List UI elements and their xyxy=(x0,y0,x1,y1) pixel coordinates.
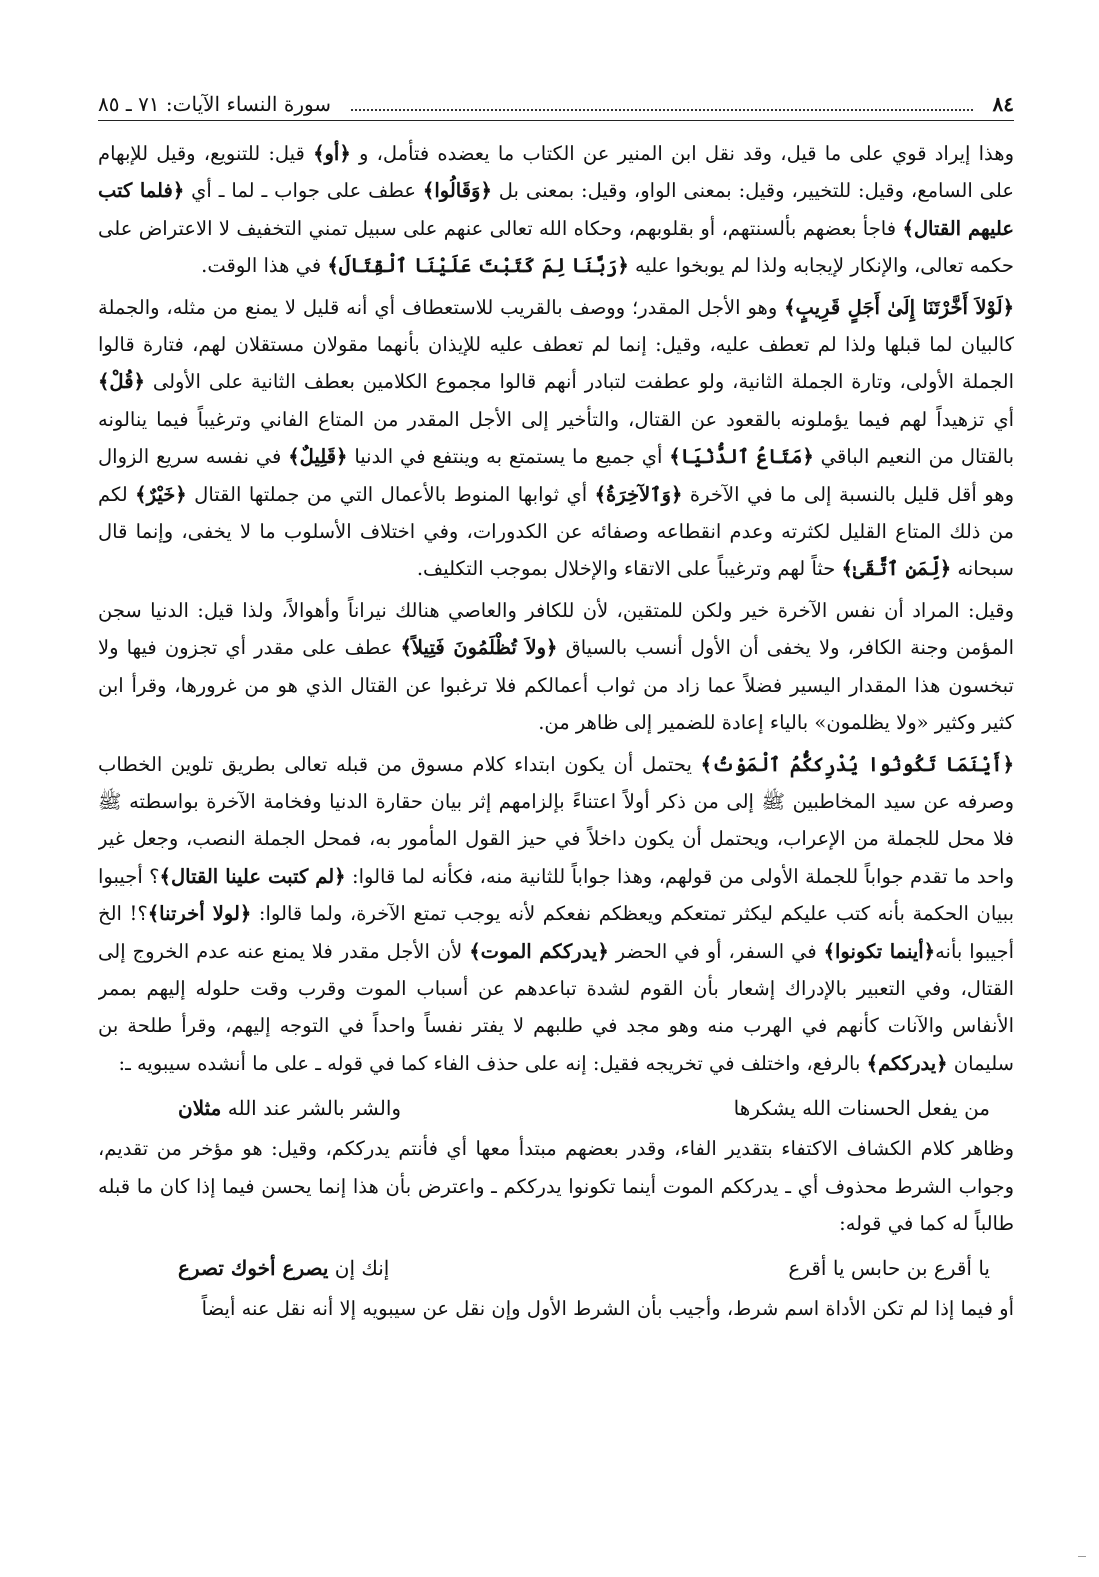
verse1-second-hemistich xyxy=(178,1088,401,1128)
quran-citation: ﴿خَيْرٌ﴾ xyxy=(135,482,187,506)
paragraph-4 xyxy=(98,746,1014,1083)
quran-citation: ﴿رَبَّنَا لِمَ كَتَبْتَ عَلَيْنَا ٱلْقِتَالَ﴾ xyxy=(327,254,629,278)
quran-citation: ﴿أو﴾ xyxy=(313,142,351,165)
page-number: ٨٤ xyxy=(992,92,1014,116)
para2-text-b: أي تزهيداً لهم فيما يؤملونه بالقعود عن القتال، والتأخير إلى الأجل المقدر من المتاع الفاني وترغيباً فيما ينالونه بالقتال من النعيم الباقي xyxy=(98,407,1014,469)
quran-citation: ﴿مَتَاعُ ٱلدُّنْيَا﴾ xyxy=(669,445,814,469)
quran-citation: ﴿فلما كتب عليهم القتال﴾ xyxy=(98,179,1014,240)
margin-mark xyxy=(1078,1556,1086,1557)
para1-text-e: في هذا الوقت. xyxy=(201,254,328,278)
para3-text-b: عطف على مقدر أي تجزون فيها ولا تبخسون هذا المقدار اليسير فضلاً عما زاد من ثواب أعمالكم فلا ترغبوا عن القتال الذي هو من غرورها، وقرأ ابن كثير وكثير «ولا يظلمون» بالياء إعادة للضمير إلى ظاهر من. xyxy=(98,636,1014,735)
paragraph-5: وظاهر كلام الكشاف الاكتفاء بتقدير الفاء، وقدر بعضهم مبتدأ معها أي فأنتم يدرككم، وقيل: هو مؤخر من تقديم، وجواب الشرط محذوف أي ـ يدرككم الموت أينما تكونوا يدرككم ـ واعترض بأن هذا إنما يحسن فيما إذا كان ما قبله طالباً له كما في قوله: xyxy=(98,1137,1014,1235)
running-header xyxy=(98,88,1014,121)
quran-citation: ﴿قُلْ﴾ xyxy=(98,370,145,394)
para4-text-c: ؟! الخ أجيبوا بأنه xyxy=(98,902,1014,963)
poetry-verse-2 xyxy=(98,1248,1014,1288)
para2-text-g: حثاً لهم وترغيباً على الاتقاء والإخلال بموجب التكليف. xyxy=(416,557,842,581)
verse1-second-plain: والشر بالشر عند الله xyxy=(221,1096,402,1121)
para4-text-f: بالرفع، واختلف في تخريجه فقيل: إنه على حذف الفاء كما في قوله ـ على ما أنشده سيبويه ـ: xyxy=(118,1051,867,1075)
verse2-second-hemistich xyxy=(178,1248,389,1288)
quran-citation: ﴿لِّمَنِ ٱتَّقَىٰ﴾ xyxy=(841,557,952,581)
running-title: سورة النساء الآيات: ٧١ ـ ٨٥ xyxy=(98,92,332,116)
quran-citation: ﴿ولاَ تُظْلَمُونَ فَتِيلاً﴾ xyxy=(400,636,558,660)
paragraph-1 xyxy=(98,135,1014,285)
verse2-second-bold: يصرع أخوك تصرع xyxy=(178,1256,329,1281)
para1-text-d: فاجأ بعضهم بألسنتهم، أو بقلوبهم، وحكاه الله تعالى عنهم على سبيل تمني التخفيف لا الاعتراض على حكمه تعالى، والإنكار لإيجابه ولذا لم يوبخوا عليه xyxy=(98,216,1014,278)
header-dotted-leader xyxy=(351,97,972,111)
verse2-second-plain: إنك إن xyxy=(328,1256,390,1281)
para2-text-c: أي جميع ما يستمتع به وينتفع في الدنيا xyxy=(347,445,670,469)
para1-text-c: عطف على جواب ـ لما ـ أي xyxy=(184,179,423,203)
para2-text-d: في نفسه سريع الزوال وهو أقل قليل بالنسبة إلى ما في الآخرة xyxy=(98,445,1014,506)
quran-citation: ﴿وَٱلآخِرَةُ﴾ xyxy=(594,482,683,506)
verse2-first-hemistich: يا أقرع بن حابس يا أقرع xyxy=(788,1256,990,1281)
para1-text-a: وهذا إيراد قوي على ما قيل، وقد نقل ابن المنير عن الكتاب ما يعضده فتأمل، و xyxy=(350,142,1014,165)
paragraph-6: أو فيما إذا لم تكن الأداة اسم شرط، وأجيب بأن الشرط الأول وإن نقل عن سيبويه إلا أنه نقل عنه أيضاً xyxy=(201,1297,1014,1321)
para1-text-b: قيل: للتنويع، وقيل للإبهام على السامع، وقيل: للتخيير، وقيل: بمعنى الواو، وقيل: بمعنى بل xyxy=(98,142,1014,203)
quran-citation: ﴿يدرككم الموت﴾ xyxy=(469,939,609,963)
para4-text-b: ؟ أجيبوا ببيان الحكمة بأنه كتب عليكم ليكثر تمتعكم ويعظكم نفعكم لأنه يوجب تمتع الآخرة، ولما قالوا: xyxy=(98,864,1014,926)
quran-citation: ﴿يدرككم﴾ xyxy=(866,1051,948,1075)
paragraph-3 xyxy=(98,592,1014,742)
quran-citation: ﴿أَيْنَمَا تَكُونُوا يُدْرِككُّمُ ٱلْمَوْتُ﴾ xyxy=(700,752,1014,776)
poetry-verse-1 xyxy=(98,1088,1014,1128)
verse1-first-hemistich: من يفعل الحسنات الله يشكرها xyxy=(733,1096,990,1121)
para2-text-a: وهو الأجل المقدر؛ ووصف بالقريب للاستعطاف أي أنه قليل لا يمنع من مثله، والجملة كالبيان لما قبلها ولذا لم تعطف عليه، وقيل: إنما لم تعطف عليه للإيذان بأنهما مقولان مستقلان لهم، فتارة قالوا الجملة الأولى، وتارة الجملة الثانية، ولو عطفت لتبادر أنهم قالوا مجموع الكلامين بعطف الثانية على الأولى xyxy=(98,295,1014,394)
para4-text-e: لأن الأجل مقدر فلا يمنع عنه عدم الخروج إلى القتال، وفي التعبير بالإدراك إشعار بأن القوم لشدة تباعدهم عن أسباب الموت وقرب وقت حلوله إليهم بممر الأنفاس والآنات كأنهم في الهرب منه وهو مجد في طلبهم لا يفتر نفساً واحداً في التوجه إليهم، وقرأ طلحة بن سليمان xyxy=(98,939,1014,1075)
para2-text-e: أي ثوابها المنوط بالأعمال التي من جملتها القتال xyxy=(186,482,595,506)
quran-citation: ﴿لم كتبت علينا القتال﴾ xyxy=(159,864,346,888)
quran-citation: ﴿لولا أخرتنا﴾ xyxy=(147,902,252,926)
para4-text-d: في السفر، أو في الحضر xyxy=(608,939,824,963)
para4-text-a: يحتمل أن يكون ابتداء كلام مسوق من قبله تعالى بطريق تلوين الخطاب وصرفه عن سيد المخاطبين ﷺ إلى من ذكر أولاً اعتناءً بإلزامهم إثر بيان حقارة الدنيا وفخامة الآخرة بواسطته ﷺ فلا محل للجملة من الإعراب، ويحتمل أن يكون داخلاً في حيز القول المأمور به، فمحل الجملة النصب، وجعل غير واحد ما تقدم جواباً للجملة الأولى من قولهم، وهذا جواباً للثانية منه، فكأنه لما قالوا: xyxy=(98,752,1014,888)
para3-text-a: وقيل: المراد أن نفس الآخرة خير ولكن للمتقين، لأن للكافر والعاصي هنالك نيراناً وأهوالاً، ولذا قيل: الدنيا سجن المؤمن وجنة الكافر، ولا يخفى أن الأول أنسب بالسياق xyxy=(98,598,1014,660)
book-page xyxy=(98,88,1014,1548)
quran-citation: ﴿لَوْلاَ أَخَّرْتَنَا إِلَىٰ أَجَلٍ قَرِيبٍ﴾ xyxy=(784,295,1014,319)
quran-citation: ﴿وَقَالُوا﴾ xyxy=(422,179,492,203)
para2-text-f: لكم من ذلك المتاع القليل لكثرته وعدم انقطاعه وصفائه عن الكدورات، وفي اختلاف الأسلوب ما لا يخفى، وإنما قال سبحانه xyxy=(98,482,1014,581)
verse1-second-bold: مثلان xyxy=(178,1096,222,1121)
quran-citation: ﴿أينما تكونوا﴾ xyxy=(823,939,936,963)
paragraph-2 xyxy=(98,289,1014,588)
quran-citation: ﴿قَلِيلٌ﴾ xyxy=(288,445,348,469)
